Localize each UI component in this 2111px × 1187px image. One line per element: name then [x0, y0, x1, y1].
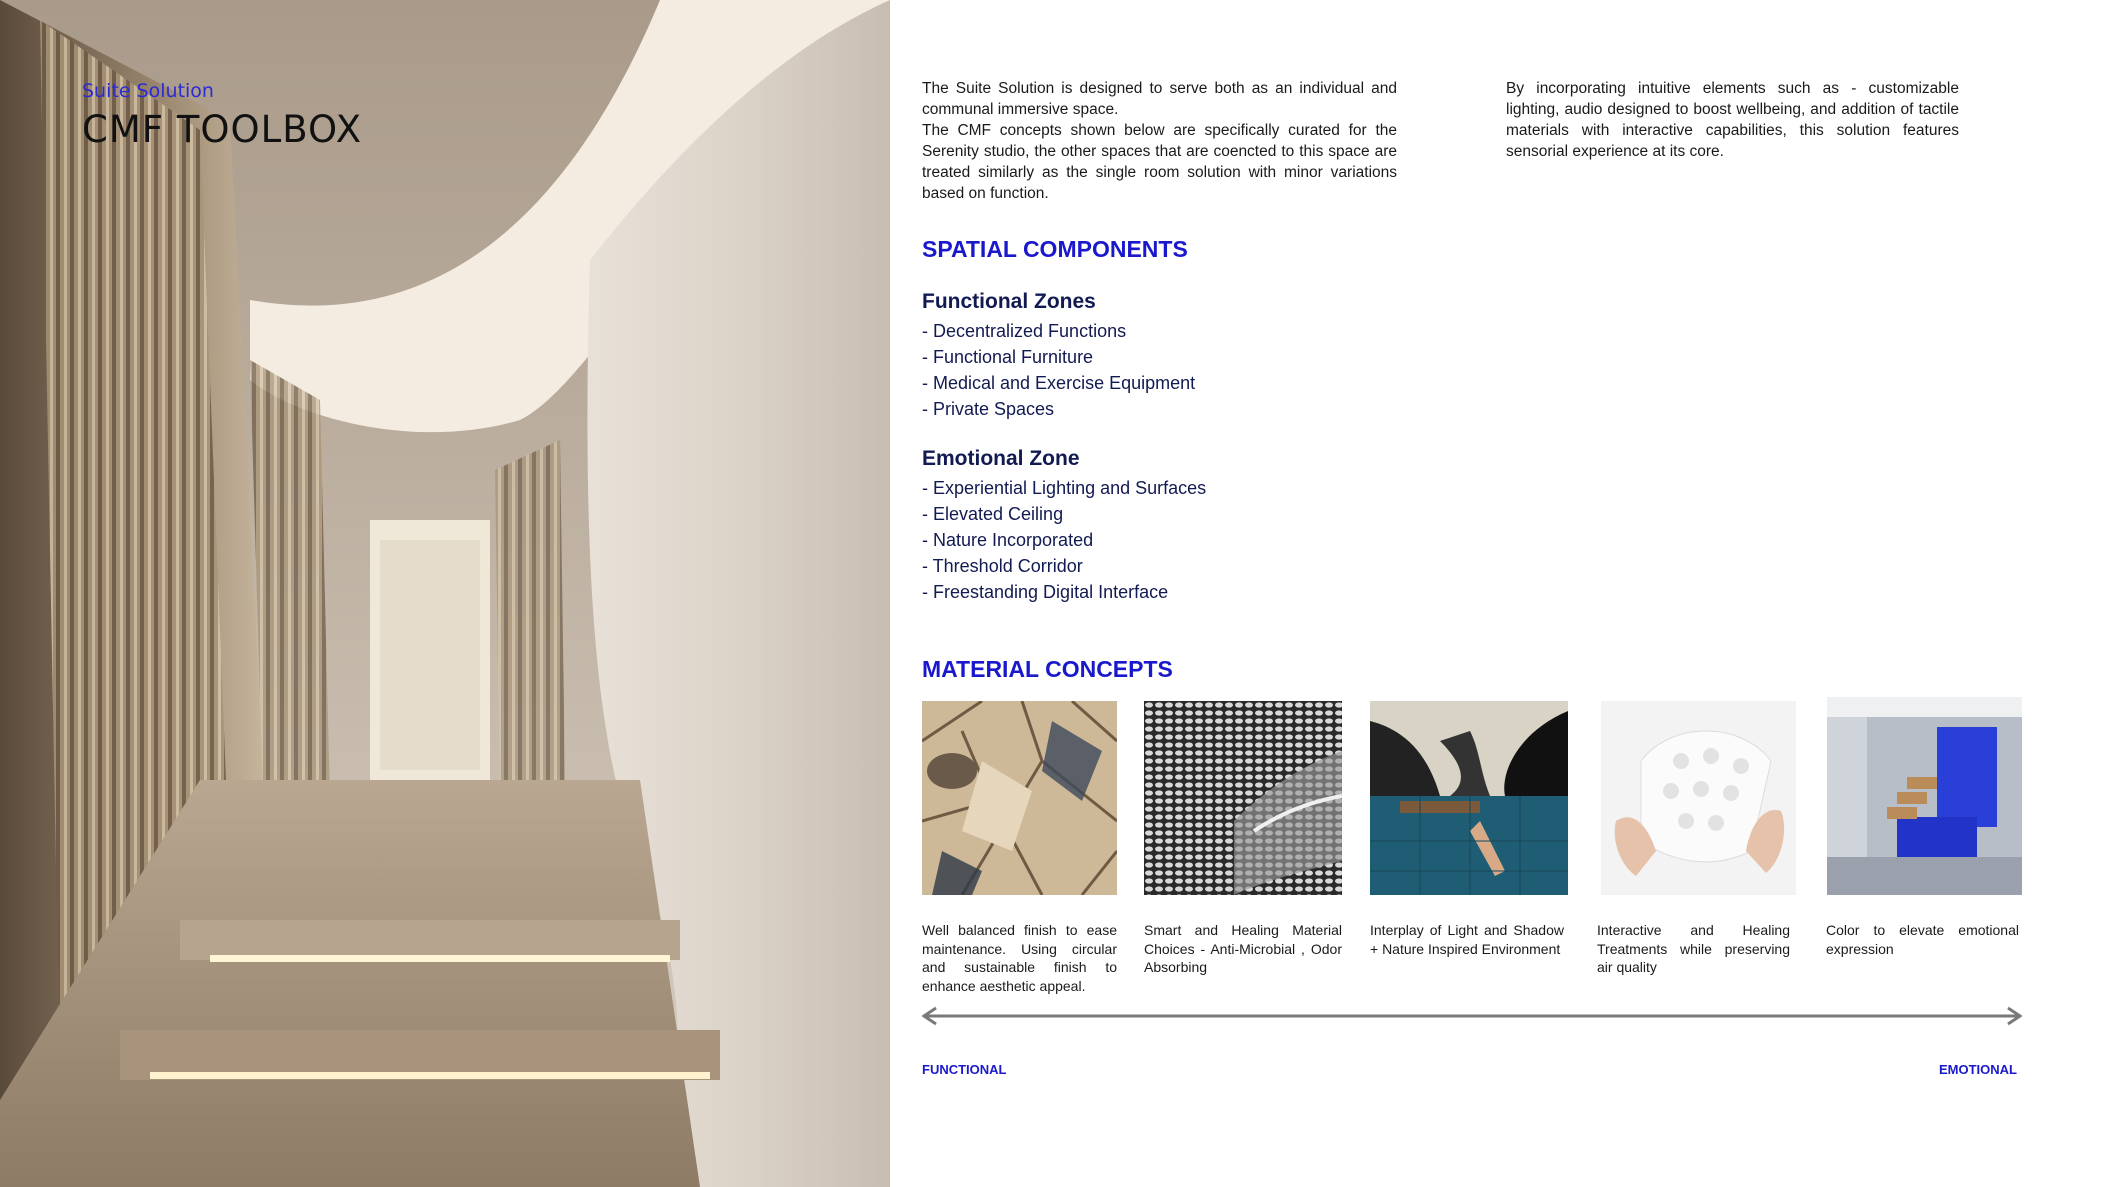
list-item: - Elevated Ceiling	[922, 504, 1064, 524]
page-title: CMF TOOLBOX	[82, 108, 363, 151]
intro-left-text	[922, 78, 1397, 204]
material-caption: Color to elevate emotional expression	[1826, 922, 2019, 957]
list-item: - Experiential Lighting and Surfaces	[922, 478, 1207, 498]
intro-paragraph-1: The Suite Solution is designed to serve both as an individual and communal immersive space.	[922, 80, 1397, 118]
material-image-color	[1827, 697, 2022, 895]
list-item: - Threshold Corridor	[922, 556, 1083, 576]
list-item: - Medical and Exercise Equipment	[922, 373, 1196, 393]
scale-label-emotional: EMOTIONAL	[1939, 1062, 2017, 1077]
intro-paragraph-3: By incorporating intuitive elements such as - customizable lighting, audio designed to boost wellbeing, and addition of tactile materials with interactive capabilities, this solution features sensorial experience at its core.	[1506, 80, 1959, 160]
material-image-textile	[1144, 701, 1342, 895]
material-caption: Well balanced finish to ease maintenance. Using circular and sustainable finish to enhance aesthetic appeal.	[922, 922, 1117, 994]
hero-image	[0, 0, 890, 1187]
list-item: - Functional Furniture	[922, 347, 1094, 367]
material-concepts-heading: MATERIAL CONCEPTS	[922, 656, 1173, 682]
spatial-components-heading: SPATIAL COMPONENTS	[922, 236, 1188, 262]
intro-right-text	[1506, 78, 1959, 162]
material-image-wood	[922, 701, 1117, 895]
material-image-light-shadow	[1370, 701, 1568, 895]
material-caption: Smart and Healing Material Choices - Anti-Microbial , Odor Absorbing	[1144, 922, 1342, 975]
list-item: - Nature Incorporated	[922, 530, 1094, 550]
functional-zones	[922, 290, 1195, 422]
intro-paragraph-2: The CMF concepts shown below are specifically curated for the Serenity studio, the other spaces that are coencted to this space are treated similarly as the single room solution with minor variations based on function.	[922, 122, 1397, 202]
list-item: - Decentralized Functions	[922, 321, 1127, 341]
list-item: - Freestanding Digital Interface	[922, 582, 1169, 602]
material-caption: Interplay of Light and Shadow + Nature Inspired Environment	[1370, 922, 1564, 957]
material-caption: Interactive and Healing Treatments while preserving air quality	[1597, 922, 1790, 975]
list-item: - Private Spaces	[922, 399, 1055, 419]
emotional-zone	[922, 447, 1206, 605]
emotional-zone-title: Emotional Zone	[922, 447, 1080, 470]
material-image-tactile	[1601, 701, 1796, 895]
functional-zones-title: Functional Zones	[922, 290, 1096, 313]
corridor-photo	[0, 0, 890, 1187]
double-arrow-icon	[922, 1005, 2022, 1027]
hero-subtitle: Suite Solution	[82, 80, 214, 102]
scale-label-functional: FUNCTIONAL	[922, 1062, 1007, 1077]
